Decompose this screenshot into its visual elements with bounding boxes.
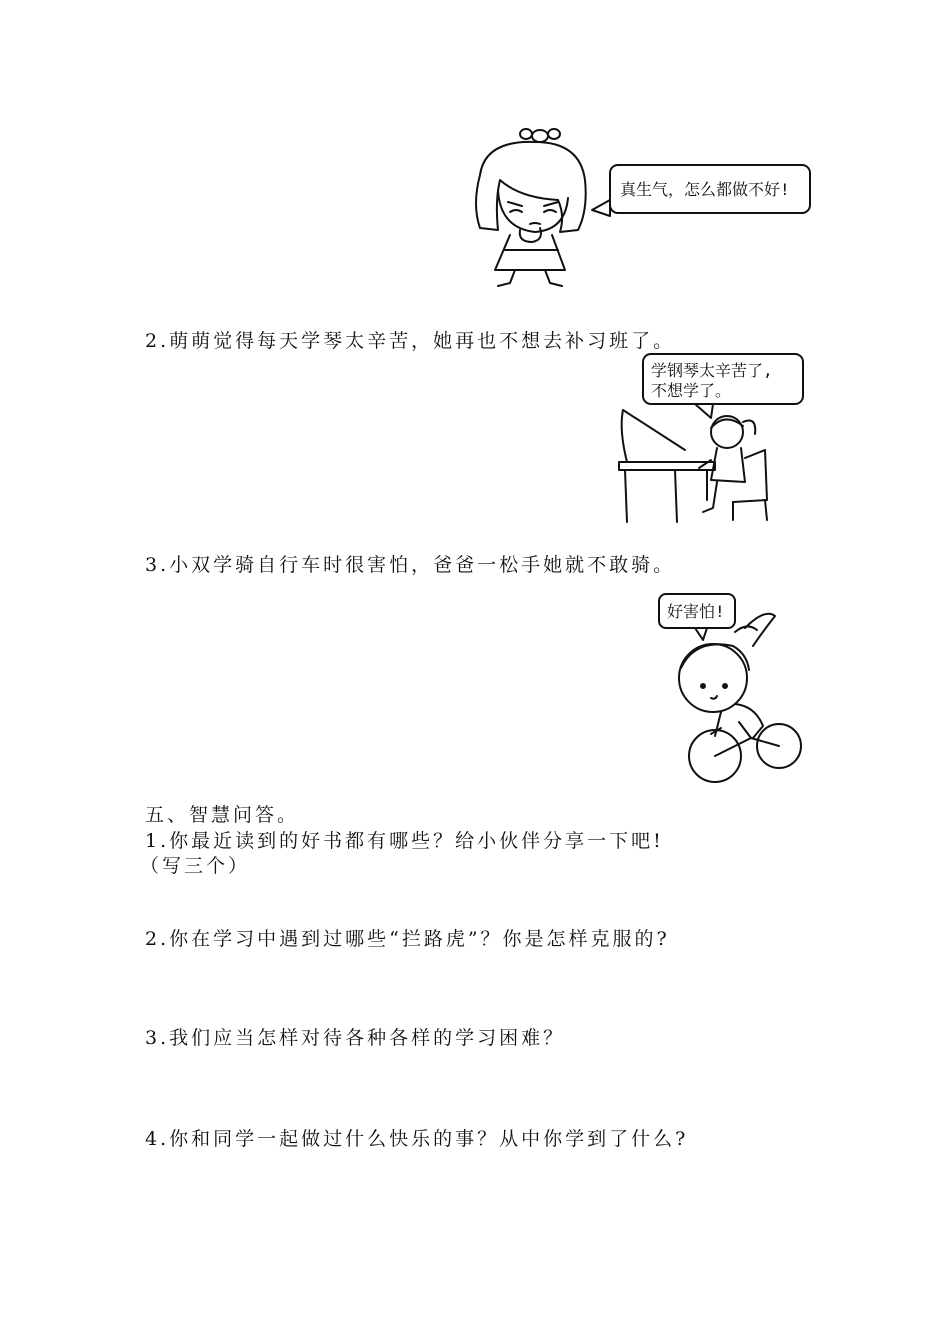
- bike-girl-illustration: [655, 588, 815, 788]
- angry-bubble-text: 真生气，怎么都做不好!: [620, 180, 790, 199]
- question-2: 2.你在学习中遇到过哪些“拦路虎”？你是怎样克服的?: [145, 928, 670, 950]
- angry-girl-illustration: [440, 120, 820, 290]
- question-1-note: （写三个）: [140, 855, 251, 877]
- question-1: 1.你最近读到的好书都有哪些？给小伙伴分享一下吧!: [145, 830, 664, 852]
- question-3: 3.我们应当怎样对待各种各样的学习困难？: [145, 1027, 566, 1049]
- section-heading: 五、智慧问答。: [145, 804, 300, 826]
- piano-bubble-line2: 不想学了。: [651, 381, 732, 400]
- question-4: 4.你和同学一起做过什么快乐的事？从中你学到了什么?: [145, 1128, 689, 1150]
- bike-bubble-text: 好害怕!: [667, 602, 725, 621]
- scenario-3: 3.小双学骑自行车时很害怕，爸爸一松手她就不敢骑。: [145, 554, 676, 576]
- piano-bubble-line1: 学钢琴太辛苦了,: [651, 361, 773, 380]
- scenario-2: 2.萌萌觉得每天学琴太辛苦，她再也不想去补习班了。: [145, 330, 676, 352]
- piano-girl-illustration: [615, 350, 815, 530]
